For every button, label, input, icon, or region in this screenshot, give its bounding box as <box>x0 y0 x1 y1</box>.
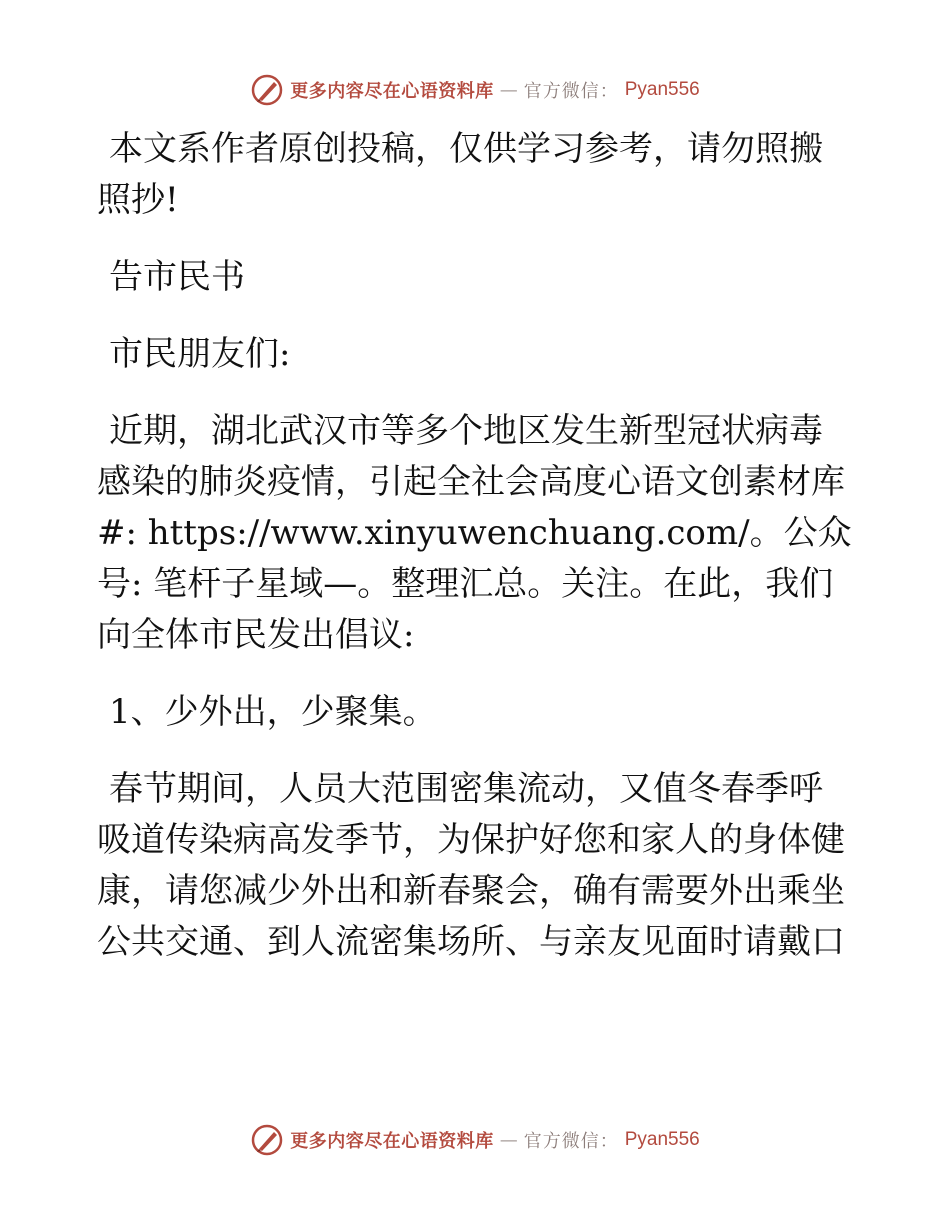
watermark-wechat-id: Pyan556 <box>624 1129 700 1150</box>
section-heading: 1、少外出，少聚集。 <box>109 692 437 732</box>
watermark-wechat-id: Pyan556 <box>624 79 700 100</box>
body-paragraph: 春节期间，人员大范围密集流动，又值冬春季呼吸道传染病高发季节，为保护好您和家人的身体健康，请您减少外出和新春聚会，确有需要外出乘坐公共交通、到人流密集场所、与亲友见面时请戴口 <box>97 769 845 962</box>
document-body <box>97 124 852 994</box>
pen-nib-logo-icon <box>250 73 284 107</box>
document-title: 告市民书 <box>109 257 245 297</box>
header-watermark <box>0 70 950 110</box>
watermark-label: 官方微信： <box>523 81 619 102</box>
copyright-notice: 本文系作者原创投稿，仅供学习参考，请勿照搬照抄! <box>97 129 823 220</box>
watermark-label: 官方微信： <box>523 1131 619 1152</box>
salutation: 市民朋友们: <box>109 334 291 374</box>
footer-watermark <box>0 1120 950 1160</box>
watermark-separator: — <box>499 1129 518 1151</box>
watermark-text: 更多内容尽在心语资料库 <box>290 1131 494 1152</box>
body-paragraph: 近期，湖北武汉市等多个地区发生新型冠状病毒感染的肺炎疫情，引起全社会高度心语文创素材库#: https://www.xinyuwenchuang.com/。公众号: 笔杆子星域—。整理汇总。关注。在此，我们向全体市民发出倡议: <box>97 411 852 655</box>
watermark-separator: — <box>499 79 518 101</box>
pen-nib-logo-icon <box>250 1123 284 1157</box>
watermark-text: 更多内容尽在心语资料库 <box>290 81 494 102</box>
